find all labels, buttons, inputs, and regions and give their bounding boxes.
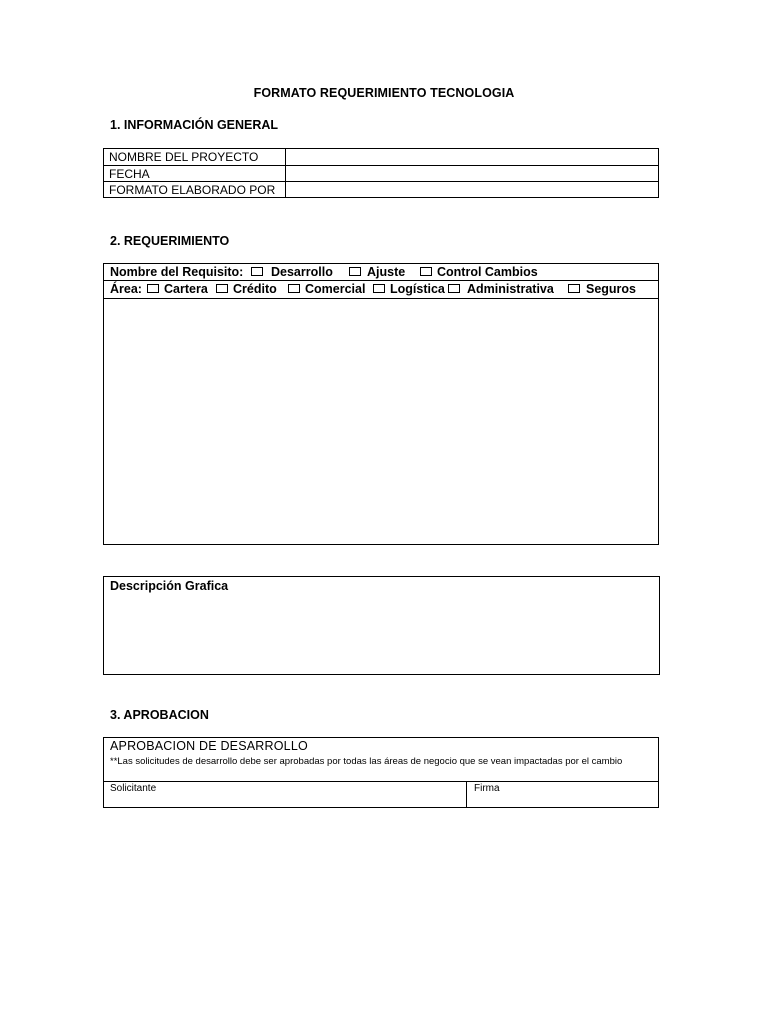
info-row-nombre-proyecto — [104, 149, 658, 166]
checkbox-logistica[interactable] — [373, 284, 385, 293]
checkbox-ajuste[interactable] — [349, 267, 361, 276]
aprobacion-note: **Las solicitudes de desarrollo debe ser aprobadas por todas las áreas de negocio que se vean impactadas por el cambio — [110, 756, 623, 767]
option-ajuste: Ajuste — [367, 265, 406, 279]
area-line — [104, 280, 658, 299]
checkbox-credito[interactable] — [216, 284, 228, 293]
descripcion-grafica-label: Descripción Grafica — [110, 579, 229, 593]
info-value-nombre-proyecto[interactable] — [285, 149, 658, 166]
area-label: Área: — [110, 282, 142, 296]
aprobacion-box — [103, 737, 659, 808]
section-heading-informacion-general: 1. INFORMACIÓN GENERAL — [110, 118, 279, 132]
general-info-table — [103, 148, 659, 198]
checkbox-cartera[interactable] — [147, 284, 159, 293]
option-administrativa: Administrativa — [467, 282, 554, 296]
option-cartera: Cartera — [164, 282, 208, 296]
info-value-elaborado-por[interactable] — [285, 182, 658, 198]
firma-label: Firma — [474, 783, 500, 794]
option-credito: Crédito — [233, 282, 277, 296]
info-row-fecha — [104, 165, 658, 182]
descripcion-grafica-box[interactable] — [103, 576, 660, 675]
checkbox-administrativa[interactable] — [448, 284, 460, 293]
section-heading-aprobacion: 3. APROBACION — [110, 708, 209, 722]
requerimiento-description-area[interactable] — [104, 299, 658, 544]
info-row-elaborado-por — [104, 181, 658, 198]
checkbox-desarrollo[interactable] — [251, 267, 263, 276]
checkbox-seguros[interactable] — [568, 284, 580, 293]
requerimiento-box — [103, 263, 659, 545]
checkbox-control-cambios[interactable] — [420, 267, 432, 276]
option-seguros: Seguros — [586, 282, 637, 296]
signature-row — [104, 781, 658, 807]
section-heading-requerimiento: 2. REQUERIMIENTO — [110, 234, 230, 248]
aprobacion-title: APROBACION DE DESARROLLO — [110, 739, 308, 753]
option-desarrollo: Desarrollo — [271, 265, 333, 279]
info-label-nombre-proyecto: NOMBRE DEL PROYECTO — [109, 150, 259, 164]
requisito-label: Nombre del Requisito: — [110, 265, 244, 279]
option-comercial: Comercial — [305, 282, 366, 296]
checkbox-comercial[interactable] — [288, 284, 300, 293]
requisito-type-line — [104, 264, 658, 281]
info-label-fecha: FECHA — [109, 167, 150, 181]
solicitante-label: Solicitante — [110, 783, 157, 794]
signature-divider — [466, 782, 467, 807]
option-logistica: Logística — [390, 282, 445, 296]
info-value-fecha[interactable] — [285, 166, 658, 182]
document-title: FORMATO REQUERIMIENTO TECNOLOGIA — [253, 86, 515, 100]
info-label-elaborado-por: FORMATO ELABORADO POR — [109, 183, 276, 197]
option-control-cambios: Control Cambios — [437, 265, 538, 279]
